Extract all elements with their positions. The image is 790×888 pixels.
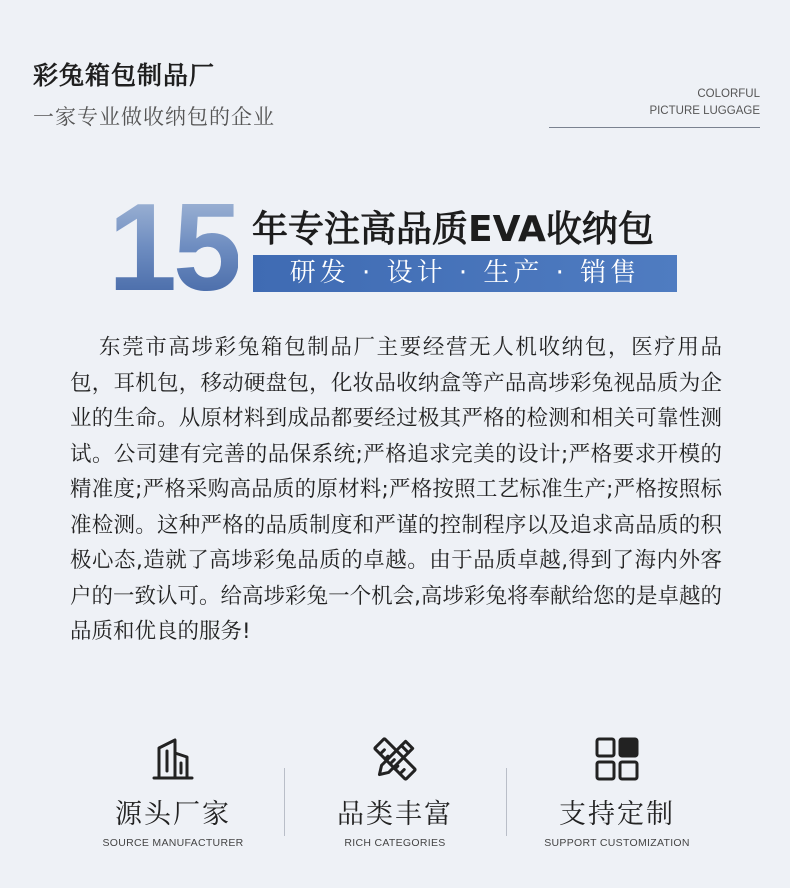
english-tag-line-2: PICTURE LUGGAGE <box>649 105 760 117</box>
building-icon <box>149 735 197 783</box>
years-number: 15 <box>108 179 238 317</box>
pencil-ruler-icon <box>371 735 419 783</box>
hero-subline-banner: 研发 · 设计 · 生产 · 销售 <box>253 255 677 292</box>
feature-support-customization <box>506 735 728 849</box>
feature-rich-categories <box>284 735 506 849</box>
english-tag <box>649 86 760 120</box>
feature-source-manufacturer <box>62 735 284 849</box>
feature-subtitle: RICH CATEGORIES <box>344 837 446 849</box>
company-introduction: 东莞市高埗彩兔箱包制品厂主要经营无人机收纳包，医疗用品包，耳机包，移动硬盘包，化妆品收纳盒等产品高埗彩兔视品质为企业的生命。从原材料到成品都要经过极其严格的检测和相关可靠性测试。公司建有完善的品保系统;严格追求完美的设计;严格要求开模的精准度;严格采购高品质的原材料;严格按照工艺标准生产;严格按照标准检测。这种严格的品质制度和严谨的控制程序以及追求高品质的积极心态,造就了高埗彩兔品质的卓越。由于品质卓越,得到了海内外客户的一致认可。给高埗彩兔一个机会,高埗彩兔将奉献给您的是卓越的品质和优良的服务! <box>70 335 722 644</box>
feature-title: 支持定制 <box>559 799 675 830</box>
feature-subtitle: SOURCE MANUFACTURER <box>102 837 244 849</box>
company-slogan: 一家专业做收纳包的企业 <box>33 105 275 129</box>
english-tag-line-1: COLORFUL <box>697 88 760 100</box>
hero-headline: 年专注高品质EVA收纳包 <box>252 209 654 250</box>
feature-subtitle: SUPPORT CUSTOMIZATION <box>544 837 690 849</box>
feature-title: 源头厂家 <box>115 799 231 830</box>
grid-icon <box>593 735 641 783</box>
english-tag-divider <box>549 127 760 128</box>
company-name: 彩兔箱包制品厂 <box>33 61 216 90</box>
feature-row <box>62 735 728 855</box>
feature-title: 品类丰富 <box>337 799 453 830</box>
